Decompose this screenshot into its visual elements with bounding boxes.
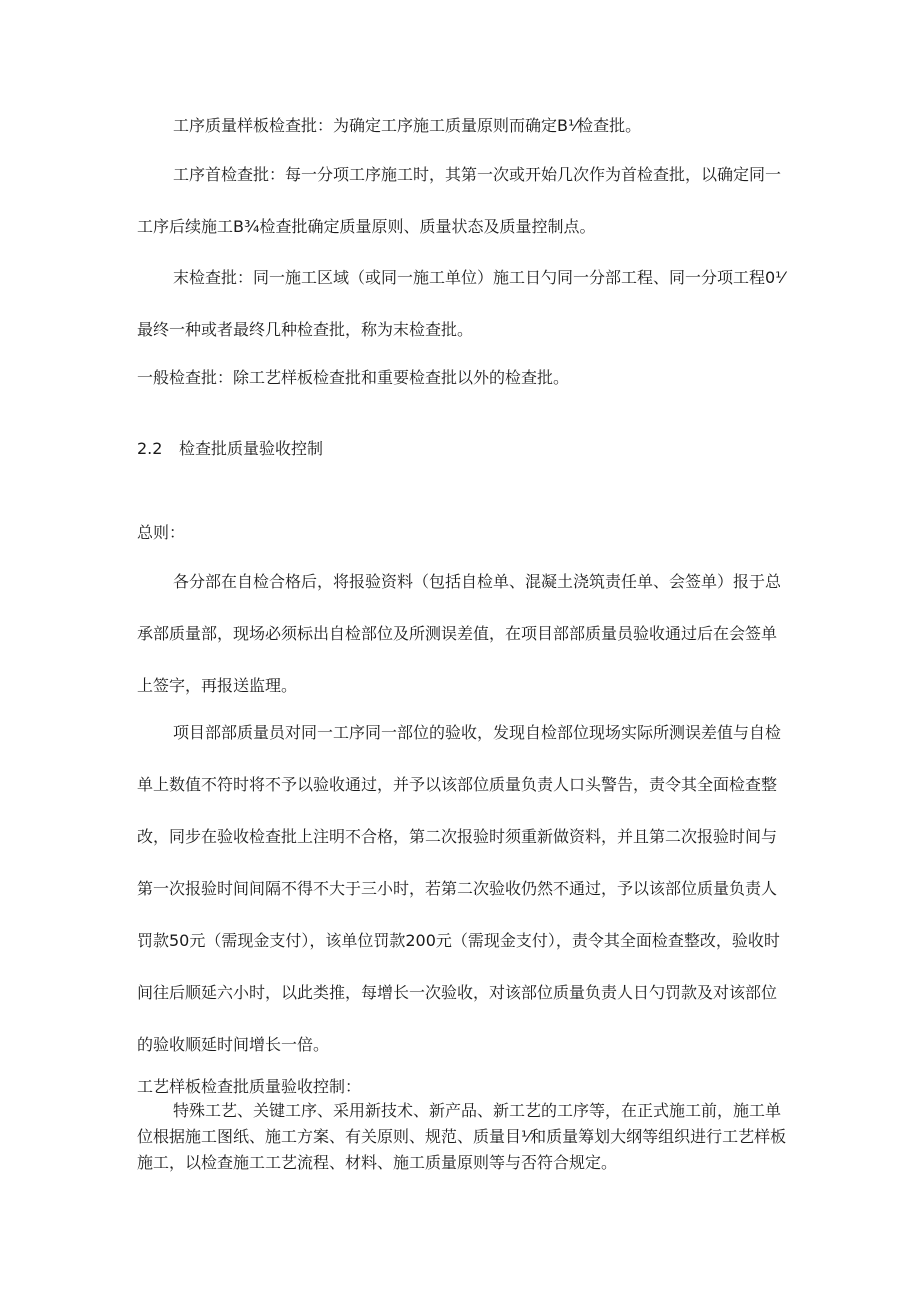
paragraph-first-batch: 工序首检查批：每一分项工序施工时，其第一次或开始几次作为首检查批，以确定同一工序后续施工B¾检查批确定质量原则、质量状态及质量控制点。 xyxy=(137,165,782,236)
paragraph-last-batch: 末检查批：同一施工区域（或同一施工单位）施工日勺同一分部工程、同一分项工程0⅟最终一种或者最终几种检查批，称为末检查批。 xyxy=(137,268,785,339)
paragraph-submission: 各分部在自检合格后，将报验资料（包括自检单、混凝土浇筑责任单、会签单）报于总承部质量部，现场必须标出自检部位及所测误差值，在项目部部质量员验收通过后在会签单上签字，再报送监理。 xyxy=(137,572,782,695)
craft-sample-label: 工艺样板检查批质量验收控制： xyxy=(137,1077,362,1096)
section-heading xyxy=(137,439,323,459)
paragraph-general-batch: 一般检查批：除工艺样板检查批和重要检查批以外的检查批。 xyxy=(137,368,570,387)
paragraph-craft-sample: 特殊工艺、关键工序、采用新技术、新产品、新工艺的工序等，在正式施工前，施工单位根据施工图纸、施工方案、有关原则、规范、质量目⅟和质量筹划大纲等组织进行工艺样板施工，以检查施工工艺流程、材料、施工质量原则等与否符合规定。 xyxy=(137,1101,787,1172)
paragraph-acceptance: 项目部部质量员对同一工序同一部位的验收，发现自检部位现场实际所测误差值与自检单上数值不符时将不予以验收通过，并予以该部位质量负责人口头警告，责令其全面检查整改，同步在验收检查批上注明不合格，第二次报验时须重新做资料，并且第二次报验时间与第一次报验时间间隔不得不大于三小时，若第二次验收仍然不通过，予以该部位质量负责人罚款50元（需现金支付），该单位罚款200元（需现金支付），责令其全面检查整改，验收时间往后顺延六小时，以此类推，每增长一次验收，对该部位质量负责人日勺罚款及对该部位的验收顺延时间增长一倍。 xyxy=(137,723,782,1054)
general-rules-label: 总则： xyxy=(137,523,186,542)
paragraph-sample-batch: 工序质量样板检查批：为确定工序施工质量原则而确定B⅟检查批。 xyxy=(173,116,642,135)
section-title: 检查批质量验收控制 xyxy=(179,439,324,458)
section-number: 2.2 xyxy=(137,439,163,458)
